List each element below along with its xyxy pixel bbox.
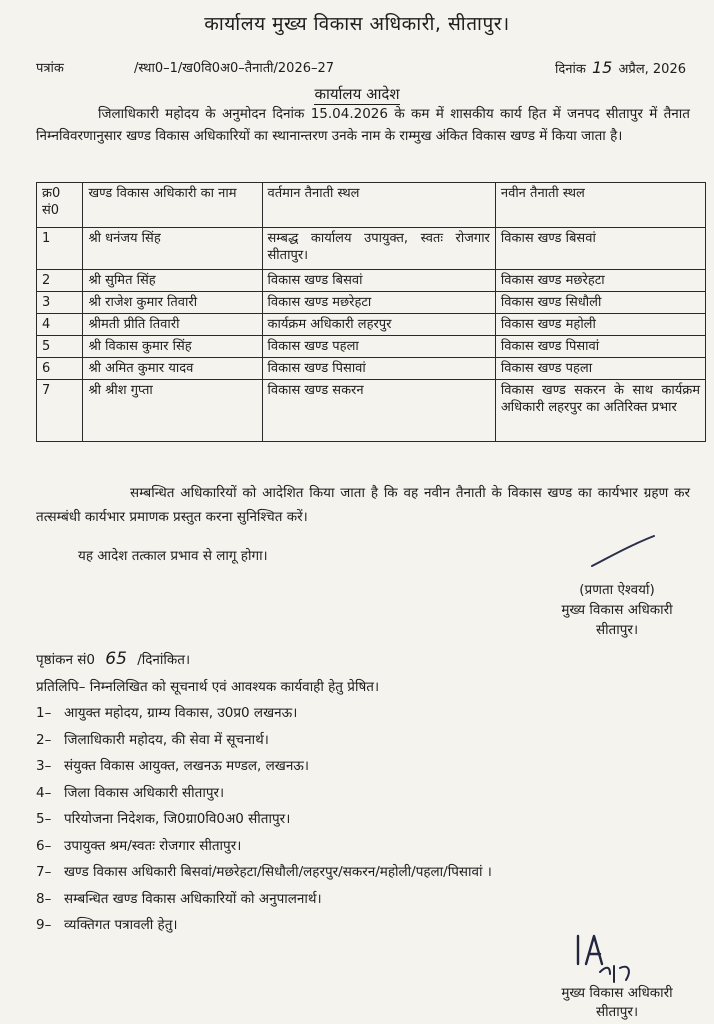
cell-current: विकास खण्ड बिसवां: [262, 270, 495, 292]
signatory-place: सीतापुर।: [595, 622, 639, 638]
cell-current: विकास खण्ड पिसावां: [262, 358, 495, 380]
initials-signature-mark: [570, 930, 650, 986]
endorsement-signature-block: [532, 984, 702, 1022]
signatory-designation: मुख्य विकास अधिकारी: [561, 985, 673, 1001]
list-item: 1– आयुक्त महोदय, ग्राम्य विकास, उ0प्र0 लखनऊ।: [36, 705, 298, 721]
cell-serial: 1: [37, 228, 83, 270]
cell-serial: 7: [37, 380, 83, 442]
copy-recipients-list: [36, 702, 492, 941]
table-row: [37, 270, 706, 292]
list-item: 8– सम्बन्धित खण्ड विकास अधिकारियों को अनुपालनार्थ।: [36, 890, 322, 907]
cell-name: श्री विकास कुमार सिंह: [83, 336, 262, 358]
cell-name: श्रीमती प्रीति तिवारी: [83, 314, 262, 336]
table-row: [37, 314, 706, 336]
copy-intro: प्रतिलिपि– निम्नलिखित को सूचनार्थ एवं आवश्यक कार्यवाही हेतु प्रेषित।: [36, 679, 380, 695]
cell-new: विकास खण्ड सिधौली: [495, 292, 705, 314]
date-day-handwritten: 15: [592, 58, 613, 77]
signature-block: [532, 580, 702, 640]
cell-serial: 5: [37, 336, 83, 358]
table-header-row: [37, 183, 706, 228]
list-item: 6– उपायुक्त श्रम/स्वतः रोजगार सीतापुर।: [36, 837, 242, 854]
table-row: [37, 292, 706, 314]
endorsement-number-handwritten: 65: [105, 649, 127, 669]
order-title: कार्यालय आदेश: [314, 85, 400, 103]
table-row: [37, 380, 706, 442]
cell-serial: 3: [37, 292, 83, 314]
col-current-posting: वर्तमान तैनाती स्थल: [262, 183, 495, 228]
col-new-posting: नवीन तैनाती स्थल: [495, 183, 705, 228]
endorsement-ref: [36, 649, 190, 669]
effect-paragraph: यह आदेश तत्काल प्रभाव से लागू होगा।: [78, 548, 268, 564]
list-item: 3– संयुक्त विकास आयुक्त, लखनऊ मण्डल, लखनऊ।: [36, 758, 310, 774]
list-item: 4– जिला विकास अधिकारी सीतापुर।: [36, 784, 225, 801]
office-heading: कार्यालय मुख्य विकास अधिकारी, सीतापुर।: [204, 13, 510, 35]
transfer-table: [36, 182, 706, 442]
letter-date: [555, 58, 686, 77]
col-officer-name: खण्ड विकास अधिकारी का नाम: [83, 183, 262, 228]
list-item: 5– परियोजना निदेशक, जि0ग्रा0वि0अ0 सीतापुर।: [36, 811, 291, 827]
date-label: दिनांक: [555, 62, 586, 77]
table-row: [37, 358, 706, 380]
cell-name: श्री श्रीश गुप्ता: [83, 380, 262, 442]
cell-current: विकास खण्ड सकरन: [262, 380, 495, 442]
cell-new: विकास खण्ड मछरेहटा: [495, 270, 705, 292]
cell-new: विकास खण्ड महोली: [495, 314, 705, 336]
cell-name: श्री राजेश कुमार तिवारी: [83, 292, 262, 314]
signatory-name: (प्रणता ऐश्वर्या): [579, 582, 655, 598]
date-month-year: अप्रैल, 2026: [618, 62, 686, 77]
cell-current: कार्यक्रम अधिकारी लहरपुर: [262, 314, 495, 336]
list-item: 2– जिलाधिकारी महोदय, की सेवा में सूचनार्थ।: [36, 731, 269, 748]
cell-name: श्री सुमित सिंह: [83, 270, 262, 292]
cell-current: विकास खण्ड मछरेहटा: [262, 292, 495, 314]
cell-name: श्री धनंजय सिंह: [83, 228, 262, 270]
signatory-place: सीतापुर।: [595, 1004, 639, 1020]
table-row: [37, 336, 706, 358]
cell-new: विकास खण्ड पहला: [495, 358, 705, 380]
reference-row: [36, 58, 686, 78]
table-row: [37, 228, 706, 270]
cell-serial: 2: [37, 270, 83, 292]
cell-new: विकास खण्ड पिसावां: [495, 336, 705, 358]
cell-new: विकास खण्ड सकरन के साथ कार्यक्रम अधिकारी लहरपुर का अतिरिक्त प्रभार: [495, 380, 705, 442]
cell-new: विकास खण्ड बिसवां: [495, 228, 705, 270]
cell-current: विकास खण्ड पहला: [262, 336, 495, 358]
cell-current: सम्बद्ध कार्यालय उपायुक्त, स्वतः रोजगार सीतापुर।: [262, 228, 495, 270]
endorsement-suffix: /दिनांकित।: [137, 652, 191, 668]
cell-name: श्री अमित कुमार यादव: [83, 358, 262, 380]
instruction-paragraph: सम्बन्धित अधिकारियों को आदेशित किया जाता है कि वह नवीन तैनाती के विकास खण्ड का कार्यभार ग्रहण कर तत्सम्बंधी कार्यभार प्रमाणक प्रस्तुत करना सुनिश्चित करें।: [36, 485, 690, 525]
letter-number-label: पत्रांक: [36, 61, 64, 76]
signatory-designation: मुख्य विकास अधिकारी: [561, 602, 673, 618]
endorsement-label: पृष्ठांकन सं0: [36, 652, 95, 668]
cell-serial: 6: [37, 358, 83, 380]
cell-serial: 4: [37, 314, 83, 336]
intro-paragraph: जिलाधिकारी महोदय के अनुमोदन दिनांक 15.04.2026 के कम में शासकीय कार्य हित में जनपद सीतापुर में तैनात निम्नविवरणानुसार खण्ड विकास अधिकारियों का स्थानान्तरण उनके नाम के राम्मुख अंकित विकास खण्ड में किया जाता है।: [36, 106, 690, 144]
list-item: 7– खण्ड विकास अधिकारी बिसवां/मछरेहटा/सिधौली/लहरपुर/सकरन/महोली/पहला/पिसावां ।: [36, 864, 492, 880]
letter-number: /स्था0–1/ख0वि0अ0–तैनाती/2026–27: [134, 61, 335, 76]
list-item: 9– व्यक्तिगत पत्रावली हेतु।: [36, 917, 178, 933]
signature-mark: [588, 532, 658, 572]
col-serial: क्र0 सं0: [37, 183, 83, 228]
